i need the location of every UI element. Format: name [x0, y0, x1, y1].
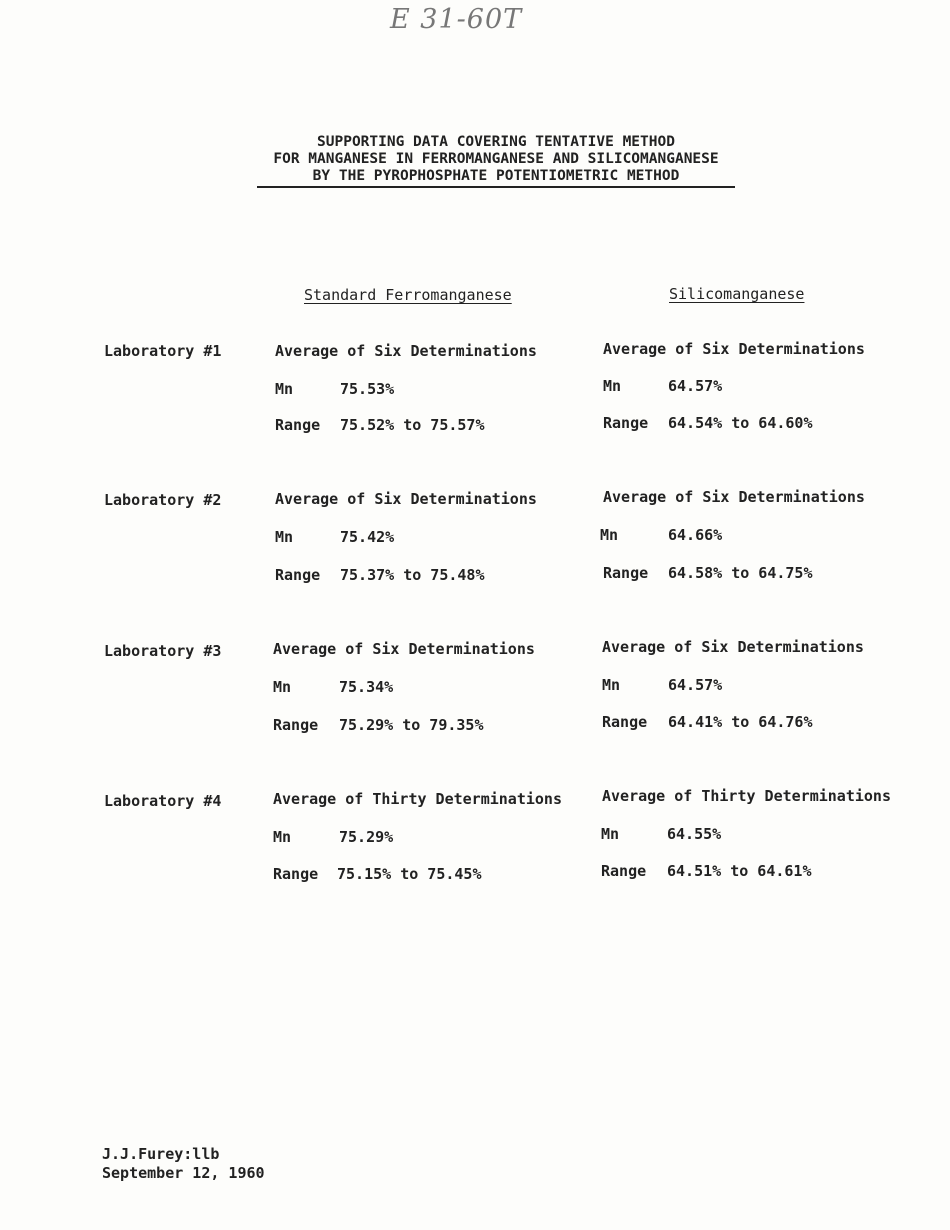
lab-label: Laboratory #4 [104, 792, 222, 810]
silico-mn-row [603, 377, 722, 395]
silico-range-row [602, 713, 813, 731]
ferro-mn-value: 75.53% [340, 380, 395, 398]
range-label: Range [275, 416, 321, 434]
range-label: Range [273, 865, 319, 883]
title-line-2: FOR MANGANESE IN FERROMANGANESE AND SILICOMANGANESE [273, 151, 719, 167]
column-header-ferromanganese: Standard Ferromanganese [304, 286, 512, 304]
silico-range-value: 64.51% to 64.61% [667, 862, 812, 880]
footer-signature [102, 1145, 265, 1183]
ferro-range-row [275, 416, 485, 434]
ferro-mn-row [275, 528, 394, 546]
range-label: Range [602, 713, 648, 731]
ferro-range-value: 75.15% to 75.45% [337, 865, 482, 883]
ferro-mn-value: 75.29% [339, 828, 394, 846]
range-label: Range [275, 566, 321, 584]
mn-label: Mn [273, 828, 292, 846]
mn-label: Mn [603, 377, 622, 395]
ferro-mn-value: 75.34% [339, 678, 394, 696]
author-initials: J.J.Furey:llb [102, 1145, 220, 1163]
lab-label: Laboratory #1 [104, 342, 222, 360]
silico-mn-row [601, 825, 721, 843]
handwritten-stamp: E 31-60T [390, 4, 523, 35]
ferro-mn-row [273, 828, 393, 846]
ferro-range-value: 75.37% to 75.48% [340, 566, 485, 584]
silico-average-label: Average of Six Determinations [603, 488, 865, 506]
title-line-1: SUPPORTING DATA COVERING TENTATIVE METHOD [317, 134, 675, 150]
silico-mn-value: 64.57% [668, 377, 723, 395]
silico-range-value: 64.54% to 64.60% [668, 414, 813, 432]
range-label: Range [603, 564, 649, 582]
mn-label: Mn [275, 528, 294, 546]
silico-range-value: 64.41% to 64.76% [668, 713, 813, 731]
ferro-range-value: 75.52% to 75.57% [340, 416, 485, 434]
ferro-average-label: Average of Six Determinations [273, 640, 535, 658]
column-header-silicomanganese: Silicomanganese [669, 285, 805, 303]
ferro-average-label: Average of Six Determinations [275, 342, 537, 360]
ferro-mn-row [275, 380, 394, 398]
ferro-range-row [273, 865, 482, 883]
silico-range-row [601, 862, 812, 880]
ferro-average-label: Average of Thirty Determinations [273, 790, 562, 808]
silico-mn-row [602, 676, 722, 694]
silico-mn-value: 64.55% [667, 825, 722, 843]
range-label: Range [603, 414, 649, 432]
ferro-average-label: Average of Six Determinations [275, 490, 537, 508]
mn-label: Mn [601, 825, 620, 843]
silico-range-row [603, 564, 813, 582]
ferro-mn-value: 75.42% [340, 528, 395, 546]
silico-average-label: Average of Six Determinations [602, 638, 864, 656]
silico-mn-value: 64.66% [668, 526, 723, 544]
silico-range-row [603, 414, 813, 432]
mn-label: Mn [602, 676, 621, 694]
lab-label: Laboratory #3 [104, 642, 222, 660]
lab-label: Laboratory #2 [104, 491, 222, 509]
ferro-range-value: 75.29% to 79.35% [339, 716, 484, 734]
silico-average-label: Average of Six Determinations [603, 340, 865, 358]
silico-mn-row [600, 526, 722, 544]
silico-mn-value: 64.57% [668, 676, 723, 694]
document-title [250, 134, 742, 188]
mn-label: Mn [600, 526, 619, 544]
title-line-3: BY THE PYROPHOSPHATE POTENTIOMETRIC METHOD [257, 168, 735, 188]
range-label: Range [273, 716, 319, 734]
range-label: Range [601, 862, 647, 880]
mn-label: Mn [273, 678, 292, 696]
document-date: September 12, 1960 [102, 1164, 265, 1182]
silico-range-value: 64.58% to 64.75% [668, 564, 813, 582]
silico-average-label: Average of Thirty Determinations [602, 787, 891, 805]
ferro-range-row [275, 566, 485, 584]
mn-label: Mn [275, 380, 294, 398]
ferro-range-row [273, 716, 484, 734]
ferro-mn-row [273, 678, 393, 696]
